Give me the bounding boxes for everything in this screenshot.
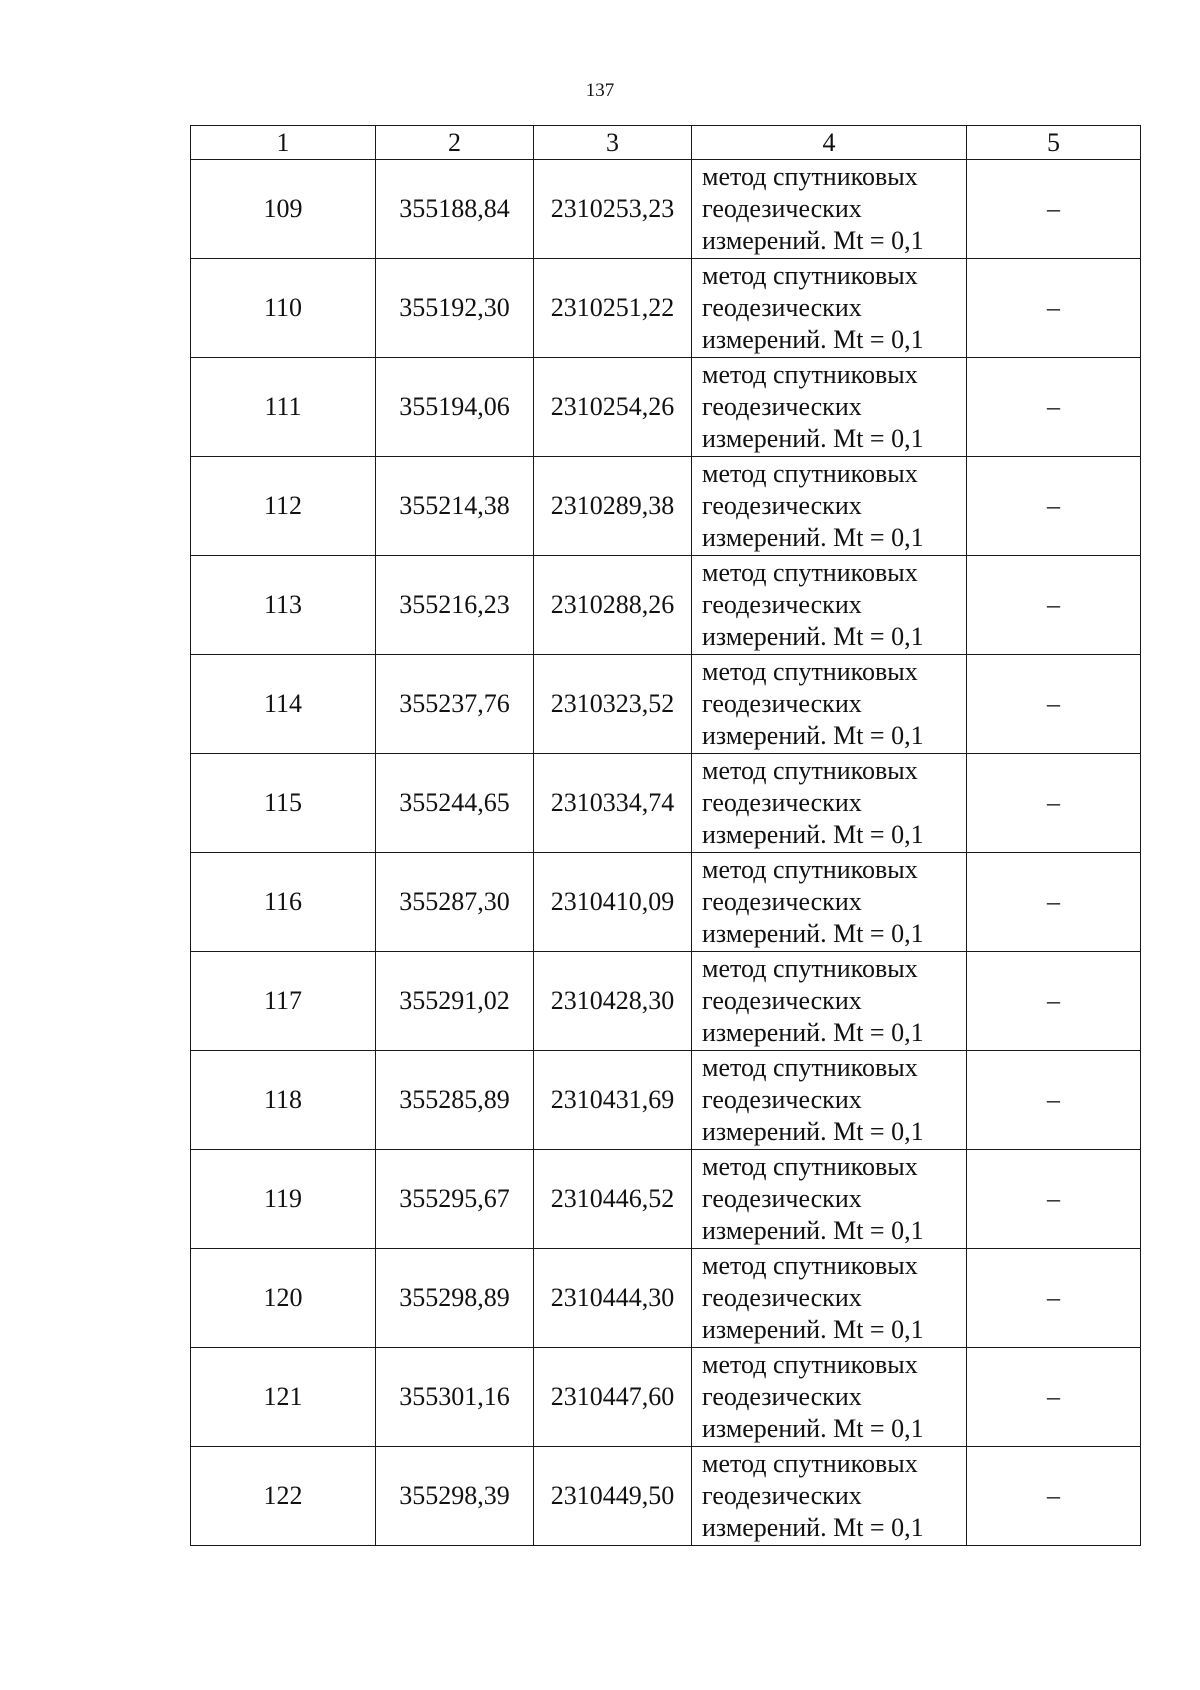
point-number: 121 xyxy=(191,1348,376,1447)
method-line: геодезических xyxy=(702,590,862,619)
coordinate-x: 355188,84 xyxy=(376,160,534,259)
method-line: измерений. Mt = 0,1 xyxy=(702,325,924,354)
method-line: геодезических xyxy=(702,1085,862,1114)
table-row xyxy=(191,853,1141,952)
method-line: метод спутниковых xyxy=(702,558,918,587)
coordinate-x: 355194,06 xyxy=(376,358,534,457)
table-header-row xyxy=(191,126,1141,160)
method-line: измерений. Mt = 0,1 xyxy=(702,919,924,948)
method-line: метод спутниковых xyxy=(702,657,918,686)
coordinate-y: 2310334,74 xyxy=(534,754,692,853)
table-row xyxy=(191,952,1141,1051)
method-line: геодезических xyxy=(702,887,862,916)
method-description xyxy=(692,358,967,457)
method-line: измерений. Mt = 0,1 xyxy=(702,1414,924,1443)
method-description xyxy=(692,1249,967,1348)
header-col-2: 2 xyxy=(376,126,534,160)
coordinate-y: 2310253,23 xyxy=(534,160,692,259)
coordinate-x: 355301,16 xyxy=(376,1348,534,1447)
method-line: метод спутниковых xyxy=(702,954,918,983)
header-col-5: 5 xyxy=(967,126,1141,160)
method-line: геодезических xyxy=(702,788,862,817)
method-description xyxy=(692,160,967,259)
method-line: измерений. Mt = 0,1 xyxy=(702,1117,924,1146)
note-cell: – xyxy=(967,358,1141,457)
note-cell: – xyxy=(967,853,1141,952)
method-line: метод спутниковых xyxy=(702,1350,918,1379)
point-number: 115 xyxy=(191,754,376,853)
note-cell: – xyxy=(967,259,1141,358)
point-number: 111 xyxy=(191,358,376,457)
method-description xyxy=(692,556,967,655)
method-line: измерений. Mt = 0,1 xyxy=(702,1018,924,1047)
page-number: 137 xyxy=(585,80,615,101)
point-number: 114 xyxy=(191,655,376,754)
coordinate-x: 355291,02 xyxy=(376,952,534,1051)
table-row xyxy=(191,259,1141,358)
point-number: 122 xyxy=(191,1447,376,1546)
table-row xyxy=(191,1150,1141,1249)
note-cell: – xyxy=(967,754,1141,853)
method-line: измерений. Mt = 0,1 xyxy=(702,622,924,651)
point-number: 119 xyxy=(191,1150,376,1249)
point-number: 120 xyxy=(191,1249,376,1348)
method-line: измерений. Mt = 0,1 xyxy=(702,820,924,849)
coordinate-y: 2310410,09 xyxy=(534,853,692,952)
coordinate-x: 355295,67 xyxy=(376,1150,534,1249)
table-row xyxy=(191,457,1141,556)
method-description xyxy=(692,259,967,358)
coordinate-y: 2310323,52 xyxy=(534,655,692,754)
method-line: измерений. Mt = 0,1 xyxy=(702,424,924,453)
table-row xyxy=(191,358,1141,457)
coordinate-y: 2310251,22 xyxy=(534,259,692,358)
method-line: геодезических xyxy=(702,1283,862,1312)
method-description xyxy=(692,1051,967,1150)
method-line: метод спутниковых xyxy=(702,261,918,290)
coordinate-x: 355216,23 xyxy=(376,556,534,655)
note-cell: – xyxy=(967,952,1141,1051)
point-number: 113 xyxy=(191,556,376,655)
method-line: измерений. Mt = 0,1 xyxy=(702,226,924,255)
table-body xyxy=(191,160,1141,1546)
coordinate-y: 2310446,52 xyxy=(534,1150,692,1249)
note-cell: – xyxy=(967,160,1141,259)
method-line: геодезических xyxy=(702,392,862,421)
coordinate-x: 355244,65 xyxy=(376,754,534,853)
coordinate-x: 355237,76 xyxy=(376,655,534,754)
table-row xyxy=(191,754,1141,853)
table-row xyxy=(191,556,1141,655)
note-cell: – xyxy=(967,1150,1141,1249)
coordinate-x: 355298,39 xyxy=(376,1447,534,1546)
point-number: 110 xyxy=(191,259,376,358)
table-row xyxy=(191,1348,1141,1447)
method-line: метод спутниковых xyxy=(702,459,918,488)
method-line: геодезических xyxy=(702,986,862,1015)
point-number: 109 xyxy=(191,160,376,259)
method-line: метод спутниковых xyxy=(702,756,918,785)
note-cell: – xyxy=(967,556,1141,655)
coordinate-y: 2310449,50 xyxy=(534,1447,692,1546)
table-row xyxy=(191,1447,1141,1546)
method-description xyxy=(692,1150,967,1249)
note-cell: – xyxy=(967,1249,1141,1348)
point-number: 112 xyxy=(191,457,376,556)
method-description xyxy=(692,853,967,952)
note-cell: – xyxy=(967,1348,1141,1447)
method-line: измерений. Mt = 0,1 xyxy=(702,1513,924,1542)
coordinate-y: 2310444,30 xyxy=(534,1249,692,1348)
method-line: метод спутниковых xyxy=(702,360,918,389)
method-line: геодезических xyxy=(702,1382,862,1411)
method-description xyxy=(692,754,967,853)
method-line: метод спутниковых xyxy=(702,1449,918,1478)
header-col-3: 3 xyxy=(534,126,692,160)
note-cell: – xyxy=(967,457,1141,556)
method-line: метод спутниковых xyxy=(702,855,918,884)
coordinate-y: 2310289,38 xyxy=(534,457,692,556)
method-line: измерений. Mt = 0,1 xyxy=(702,523,924,552)
coordinate-y: 2310254,26 xyxy=(534,358,692,457)
method-line: измерений. Mt = 0,1 xyxy=(702,1315,924,1344)
coordinate-y: 2310288,26 xyxy=(534,556,692,655)
point-number: 117 xyxy=(191,952,376,1051)
method-line: метод спутниковых xyxy=(702,1053,918,1082)
note-cell: – xyxy=(967,1051,1141,1150)
coordinate-x: 355287,30 xyxy=(376,853,534,952)
method-line: измерений. Mt = 0,1 xyxy=(702,1216,924,1245)
method-description xyxy=(692,457,967,556)
coordinate-y: 2310447,60 xyxy=(534,1348,692,1447)
coordinate-x: 355214,38 xyxy=(376,457,534,556)
method-line: измерений. Mt = 0,1 xyxy=(702,721,924,750)
method-line: геодезических xyxy=(702,491,862,520)
coordinate-x: 355285,89 xyxy=(376,1051,534,1150)
point-number: 118 xyxy=(191,1051,376,1150)
point-number: 116 xyxy=(191,853,376,952)
method-line: геодезических xyxy=(702,689,862,718)
coordinate-x: 355298,89 xyxy=(376,1249,534,1348)
note-cell: – xyxy=(967,1447,1141,1546)
note-cell: – xyxy=(967,655,1141,754)
method-line: геодезических xyxy=(702,1184,862,1213)
coordinate-x: 355192,30 xyxy=(376,259,534,358)
table-row xyxy=(191,160,1141,259)
method-description xyxy=(692,952,967,1051)
method-description xyxy=(692,1447,967,1546)
coordinate-y: 2310428,30 xyxy=(534,952,692,1051)
method-line: метод спутниковых xyxy=(702,1152,918,1181)
method-line: метод спутниковых xyxy=(702,162,918,191)
header-col-4: 4 xyxy=(692,126,967,160)
table-row xyxy=(191,1051,1141,1150)
method-line: геодезических xyxy=(702,293,862,322)
method-description xyxy=(692,1348,967,1447)
coordinate-y: 2310431,69 xyxy=(534,1051,692,1150)
header-col-1: 1 xyxy=(191,126,376,160)
method-line: геодезических xyxy=(702,194,862,223)
table-row xyxy=(191,655,1141,754)
method-description xyxy=(692,655,967,754)
method-line: геодезических xyxy=(702,1481,862,1510)
coordinates-table xyxy=(190,125,1141,1546)
method-line: метод спутниковых xyxy=(702,1251,918,1280)
table-row xyxy=(191,1249,1141,1348)
